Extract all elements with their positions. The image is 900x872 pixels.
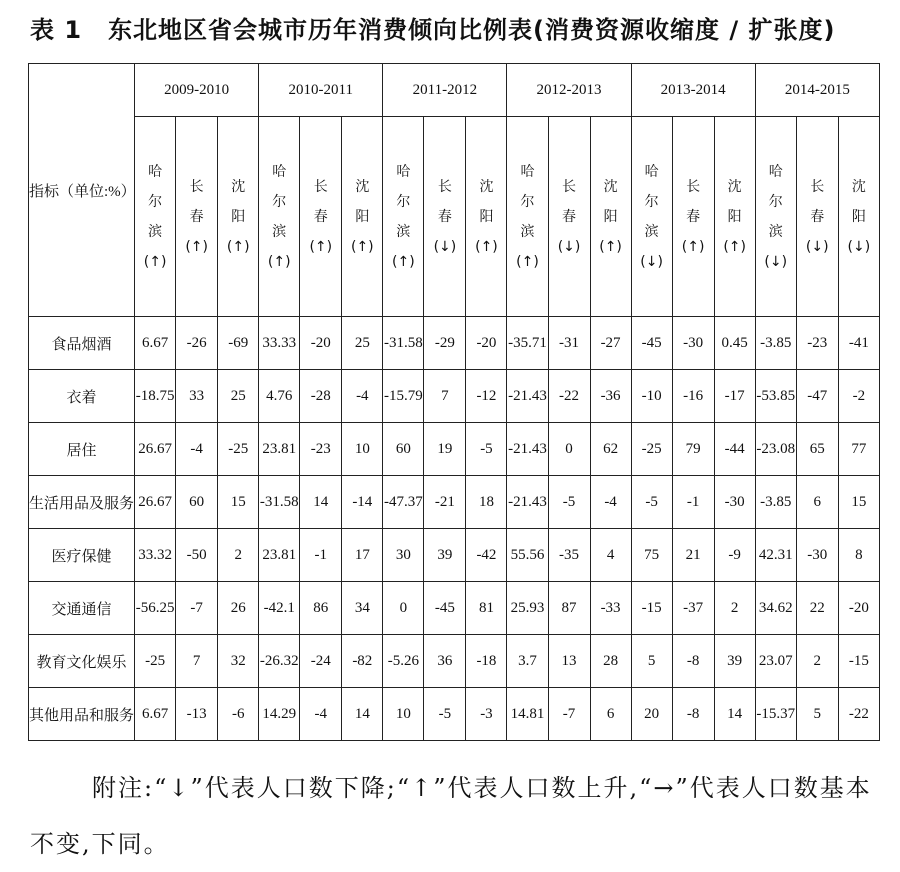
table-cell: -27 xyxy=(590,317,631,370)
city-name-char: 长 xyxy=(313,178,328,195)
table-cell: 39 xyxy=(714,635,755,688)
table-cell: -18.75 xyxy=(135,370,176,423)
row-label: 食品烟酒 xyxy=(29,317,135,370)
table-cell: 14 xyxy=(714,688,755,741)
city-header xyxy=(466,117,507,317)
table-cell: 62 xyxy=(590,423,631,476)
city-header xyxy=(714,117,755,317)
table-cell: -12 xyxy=(466,370,507,423)
city-name-char: 滨 xyxy=(768,223,783,240)
table-cell: 26.67 xyxy=(135,423,176,476)
table-cell: -8 xyxy=(672,688,714,741)
table-cell: 75 xyxy=(631,529,672,582)
table-cell: -16 xyxy=(672,370,714,423)
table-cell: -1 xyxy=(300,529,342,582)
table-cell: -5 xyxy=(466,423,507,476)
table-cell: -82 xyxy=(342,635,383,688)
table-cell: -35.71 xyxy=(507,317,548,370)
table-cell: 3.7 xyxy=(507,635,548,688)
table-cell: 18 xyxy=(466,476,507,529)
city-name-char: 阳 xyxy=(231,208,246,225)
table-cell: -10 xyxy=(631,370,672,423)
table-cell: 26 xyxy=(218,582,259,635)
city-header xyxy=(755,117,796,317)
city-name-char: 长 xyxy=(437,178,452,195)
row-label: 交通通信 xyxy=(29,582,135,635)
city-name-char: 沈 xyxy=(355,178,370,195)
table-cell: -4 xyxy=(590,476,631,529)
table-cell: -29 xyxy=(424,317,466,370)
population-trend-arrow: (↑) xyxy=(143,253,167,270)
table-cell: 20 xyxy=(631,688,672,741)
period-header: 2009-2010 xyxy=(135,64,259,117)
city-name-char: 哈 xyxy=(644,163,659,180)
population-trend-arrow: (↑) xyxy=(309,238,333,255)
table-cell: 22 xyxy=(796,582,838,635)
city-header xyxy=(218,117,259,317)
table-caption: 东北地区省会城市历年消费倾向比例表(消费资源收缩度 / 扩张度) xyxy=(108,16,836,44)
table-row xyxy=(29,423,880,476)
city-name-char: 滨 xyxy=(148,223,163,240)
table-cell: -15 xyxy=(631,582,672,635)
table-cell: -45 xyxy=(631,317,672,370)
table-cell: 28 xyxy=(590,635,631,688)
city-name-char: 阳 xyxy=(479,208,494,225)
table-cell: 14.29 xyxy=(259,688,300,741)
table-cell: 14 xyxy=(300,476,342,529)
table-cell: 25 xyxy=(218,370,259,423)
city-name-char: 长 xyxy=(810,178,825,195)
table-cell: 7 xyxy=(176,635,218,688)
table-cell: 33 xyxy=(176,370,218,423)
period-header: 2010-2011 xyxy=(259,64,383,117)
table-cell: -15.37 xyxy=(755,688,796,741)
city-name-char: 滨 xyxy=(520,223,535,240)
population-trend-arrow: (↑) xyxy=(185,238,208,255)
table-cell: 6 xyxy=(796,476,838,529)
table-cell: -21.43 xyxy=(507,370,548,423)
table-cell: -33 xyxy=(590,582,631,635)
city-name-char: 尔 xyxy=(272,193,287,210)
footnote: 附注:“↓”代表人口数下降;“↑”代表人口数上升,“→”代表人口数基本不变,下同。 xyxy=(30,774,872,858)
table-cell: -6 xyxy=(218,688,259,741)
table-cell: 55.56 xyxy=(507,529,548,582)
table-cell: 81 xyxy=(466,582,507,635)
city-name-char: 沈 xyxy=(603,178,618,195)
table-cell: 42.31 xyxy=(755,529,796,582)
table-cell: -1 xyxy=(672,476,714,529)
period-header: 2011-2012 xyxy=(383,64,507,117)
city-name-char: 尔 xyxy=(520,193,535,210)
city-name-char: 哈 xyxy=(396,163,411,180)
table-cell: -25 xyxy=(218,423,259,476)
table-cell: -23 xyxy=(796,317,838,370)
table-cell: 79 xyxy=(672,423,714,476)
city-header xyxy=(424,117,466,317)
city-name-char: 哈 xyxy=(520,163,535,180)
table-cell: 34.62 xyxy=(755,582,796,635)
consumption-table xyxy=(28,63,880,741)
table-cell: -25 xyxy=(135,635,176,688)
row-label: 医疗保健 xyxy=(29,529,135,582)
population-trend-arrow: (↑) xyxy=(226,238,250,255)
table-cell: 26.67 xyxy=(135,476,176,529)
city-name-char: 哈 xyxy=(272,163,287,180)
population-trend-arrow: (↑) xyxy=(392,253,415,270)
city-name-char: 沈 xyxy=(479,178,494,195)
table-cell: -13 xyxy=(176,688,218,741)
table-cell: -18 xyxy=(466,635,507,688)
city-header xyxy=(383,117,424,317)
table-cell: -23.08 xyxy=(755,423,796,476)
table-cell: -4 xyxy=(300,688,342,741)
table-cell: 4.76 xyxy=(259,370,300,423)
table-cell: -21.43 xyxy=(507,423,548,476)
indicator-header: 指标（单位:%） xyxy=(29,64,135,317)
period-header: 2014-2015 xyxy=(755,64,879,117)
city-name-char: 沈 xyxy=(727,178,742,195)
population-trend-arrow: (↑) xyxy=(516,253,539,270)
table-cell: -20 xyxy=(838,582,879,635)
table-cell: -3.85 xyxy=(755,317,796,370)
table-cell: 39 xyxy=(424,529,466,582)
table-cell: 87 xyxy=(548,582,590,635)
table-cell: -9 xyxy=(714,529,755,582)
table-cell: 5 xyxy=(631,635,672,688)
population-trend-arrow: (↑) xyxy=(350,238,374,255)
table-title xyxy=(30,10,890,45)
city-name-char: 阳 xyxy=(727,208,742,225)
table-cell: 36 xyxy=(424,635,466,688)
table-cell: 0 xyxy=(383,582,424,635)
city-header xyxy=(259,117,300,317)
city-name-char: 春 xyxy=(313,208,328,225)
table-cell: 86 xyxy=(300,582,342,635)
period-header: 2012-2013 xyxy=(507,64,631,117)
city-name-char: 阳 xyxy=(851,208,866,225)
table-cell: -42.1 xyxy=(259,582,300,635)
table-row xyxy=(29,476,880,529)
row-label: 衣着 xyxy=(29,370,135,423)
city-name-char: 哈 xyxy=(768,163,783,180)
period-header: 2013-2014 xyxy=(631,64,755,117)
city-name-char: 春 xyxy=(686,208,701,225)
table-cell: -5 xyxy=(631,476,672,529)
header-row-cities xyxy=(29,117,880,317)
city-name-char: 阳 xyxy=(355,208,370,225)
row-label: 其他用品和服务 xyxy=(29,688,135,741)
city-name-char: 长 xyxy=(189,178,204,195)
table-cell: -69 xyxy=(218,317,259,370)
population-trend-arrow: (↓) xyxy=(847,238,871,255)
table-cell: -21.43 xyxy=(507,476,548,529)
city-name-char: 春 xyxy=(437,208,452,225)
table-cell: 6 xyxy=(590,688,631,741)
table-cell: -15 xyxy=(838,635,879,688)
table-cell: -5 xyxy=(548,476,590,529)
city-name-char: 春 xyxy=(189,208,204,225)
table-cell: -7 xyxy=(548,688,590,741)
table-cell: -25 xyxy=(631,423,672,476)
table-cell: -35 xyxy=(548,529,590,582)
table-cell: -53.85 xyxy=(755,370,796,423)
header-row-periods xyxy=(29,64,880,117)
table-cell: 6.67 xyxy=(135,688,176,741)
table-cell: 7 xyxy=(424,370,466,423)
city-name-char: 尔 xyxy=(396,193,411,210)
population-trend-arrow: (↑) xyxy=(681,238,705,255)
table-cell: -36 xyxy=(590,370,631,423)
table-cell: -47.37 xyxy=(383,476,424,529)
table-cell: -45 xyxy=(424,582,466,635)
table-row xyxy=(29,317,880,370)
city-name-char: 滨 xyxy=(272,223,287,240)
city-name-char: 尔 xyxy=(768,193,783,210)
table-cell: 17 xyxy=(342,529,383,582)
table-cell: 19 xyxy=(424,423,466,476)
table-cell: -14 xyxy=(342,476,383,529)
table-cell: -50 xyxy=(176,529,218,582)
table-cell: -7 xyxy=(176,582,218,635)
table-cell: -37 xyxy=(672,582,714,635)
population-trend-arrow: (↑) xyxy=(475,238,498,255)
table-cell: -42 xyxy=(466,529,507,582)
table-cell: 4 xyxy=(590,529,631,582)
table-cell: -47 xyxy=(796,370,838,423)
population-trend-arrow: (↓) xyxy=(805,238,829,255)
row-label: 教育文化娱乐 xyxy=(29,635,135,688)
table-cell: 0 xyxy=(548,423,590,476)
table-cell: -8 xyxy=(672,635,714,688)
table-cell: -30 xyxy=(672,317,714,370)
population-trend-arrow: (↓) xyxy=(640,253,663,270)
city-header xyxy=(838,117,879,317)
table-cell: -41 xyxy=(838,317,879,370)
city-name-char: 春 xyxy=(810,208,825,225)
table-cell: 23.07 xyxy=(755,635,796,688)
table-cell: -3.85 xyxy=(755,476,796,529)
table-cell: 21 xyxy=(672,529,714,582)
city-name-char: 长 xyxy=(686,178,701,195)
table-cell: -21 xyxy=(424,476,466,529)
table-cell: 8 xyxy=(838,529,879,582)
table-cell: 13 xyxy=(548,635,590,688)
city-header xyxy=(672,117,714,317)
table-cell: 2 xyxy=(796,635,838,688)
table-cell: 30 xyxy=(383,529,424,582)
table-cell: -26 xyxy=(176,317,218,370)
table-row xyxy=(29,635,880,688)
table-cell: -20 xyxy=(300,317,342,370)
city-header xyxy=(300,117,342,317)
table-cell: 32 xyxy=(218,635,259,688)
table-cell: -5.26 xyxy=(383,635,424,688)
table-cell: -20 xyxy=(466,317,507,370)
table-cell: -22 xyxy=(838,688,879,741)
table-cell: 23.81 xyxy=(259,423,300,476)
table-cell: -4 xyxy=(176,423,218,476)
city-name-char: 沈 xyxy=(231,178,246,195)
population-trend-arrow: (↑) xyxy=(599,238,622,255)
table-cell: -26.32 xyxy=(259,635,300,688)
city-header xyxy=(135,117,176,317)
table-cell: -2 xyxy=(838,370,879,423)
table-cell: 25.93 xyxy=(507,582,548,635)
table-row xyxy=(29,582,880,635)
city-name-char: 春 xyxy=(562,208,577,225)
table-cell: 65 xyxy=(796,423,838,476)
city-header xyxy=(342,117,383,317)
table-cell: 5 xyxy=(796,688,838,741)
table-cell: 15 xyxy=(838,476,879,529)
city-name-char: 滨 xyxy=(396,223,411,240)
table-cell: 14 xyxy=(342,688,383,741)
city-header xyxy=(631,117,672,317)
city-name-char: 沈 xyxy=(851,178,866,195)
city-name-char: 哈 xyxy=(148,163,163,180)
table-cell: 77 xyxy=(838,423,879,476)
city-name-char: 尔 xyxy=(148,193,163,210)
table-cell: 2 xyxy=(218,529,259,582)
city-name-char: 滨 xyxy=(644,223,659,240)
table-row xyxy=(29,529,880,582)
city-header xyxy=(590,117,631,317)
table-cell: -56.25 xyxy=(135,582,176,635)
population-trend-arrow: (↑) xyxy=(723,238,746,255)
city-header xyxy=(796,117,838,317)
table-number: 表 1 xyxy=(30,16,83,44)
table-row xyxy=(29,688,880,741)
table-cell: -17 xyxy=(714,370,755,423)
population-trend-arrow: (↓) xyxy=(557,238,581,255)
table-cell: -22 xyxy=(548,370,590,423)
population-trend-arrow: (↑) xyxy=(267,253,291,270)
table-cell: 6.67 xyxy=(135,317,176,370)
city-name-char: 阳 xyxy=(603,208,618,225)
table-cell: 10 xyxy=(383,688,424,741)
table-cell: 14.81 xyxy=(507,688,548,741)
city-name-char: 尔 xyxy=(644,193,659,210)
city-header xyxy=(176,117,218,317)
row-label: 居住 xyxy=(29,423,135,476)
table-cell: -3 xyxy=(466,688,507,741)
table-row xyxy=(29,370,880,423)
city-header xyxy=(548,117,590,317)
table-cell: 60 xyxy=(383,423,424,476)
table-cell: -24 xyxy=(300,635,342,688)
table-cell: -15.79 xyxy=(383,370,424,423)
table-cell: -31 xyxy=(548,317,590,370)
table-cell: 2 xyxy=(714,582,755,635)
population-trend-arrow: (↓) xyxy=(764,253,788,270)
table-cell: -4 xyxy=(342,370,383,423)
city-name-char: 长 xyxy=(562,178,577,195)
population-trend-arrow: (↓) xyxy=(433,238,457,255)
table-cell: -44 xyxy=(714,423,755,476)
row-label: 生活用品及服务 xyxy=(29,476,135,529)
table-cell: -31.58 xyxy=(383,317,424,370)
table-cell: 10 xyxy=(342,423,383,476)
table-cell: -28 xyxy=(300,370,342,423)
table-cell: -31.58 xyxy=(259,476,300,529)
table-cell: 0.45 xyxy=(714,317,755,370)
table-cell: 34 xyxy=(342,582,383,635)
table-cell: 15 xyxy=(218,476,259,529)
table-cell: 23.81 xyxy=(259,529,300,582)
table-cell: 33.32 xyxy=(135,529,176,582)
table-cell: -5 xyxy=(424,688,466,741)
table-cell: -30 xyxy=(714,476,755,529)
city-header xyxy=(507,117,548,317)
table-cell: 60 xyxy=(176,476,218,529)
table-cell: -30 xyxy=(796,529,838,582)
table-cell: 25 xyxy=(342,317,383,370)
table-cell: 33.33 xyxy=(259,317,300,370)
table-cell: -23 xyxy=(300,423,342,476)
